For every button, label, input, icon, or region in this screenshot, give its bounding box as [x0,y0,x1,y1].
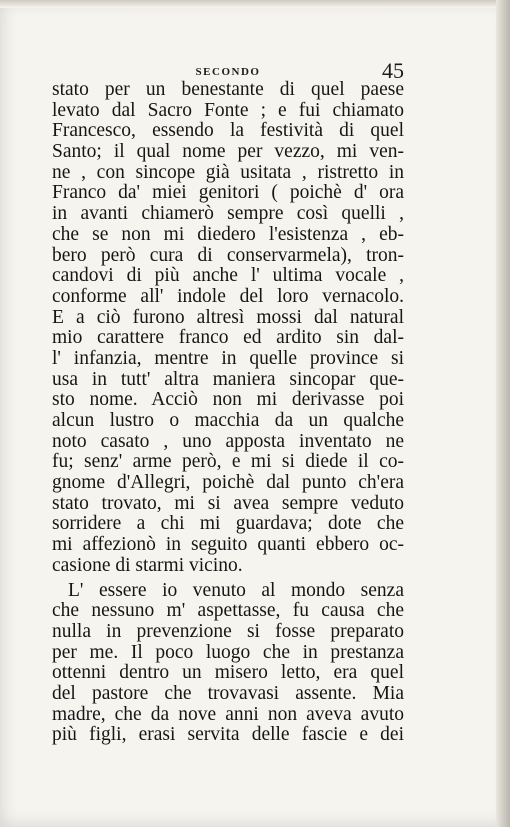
text-line: ottenni dentro un misero letto, era quel [52,662,404,684]
text-line: per me. Il poco luogo che in prestanza [52,641,404,663]
text-line: Francesco, essendo la festività di quel [52,120,404,142]
text-line: fu; senz' arme però, e mi si diede il co- [52,451,404,473]
text-line: levato dal Sacro Fonte ; e fui chiamato [52,99,404,121]
text-line: l' infanzia, mentre in quelle province si [52,347,404,369]
text-line: stato trovato, mi si avea sempre veduto [52,492,404,514]
text-line: conforme all' indole del loro vernacolo. [52,285,404,307]
text-line: candovi di più anche l' ultima vocale , [52,265,404,287]
text-line: stato per un benestante di quel paese [52,79,404,100]
text-line: che nessuno m' aspettasse, fu causa che [52,600,404,622]
text-line: in avanti chiamerò sempre così quelli , [52,203,404,225]
page-edge-shadow [496,0,510,827]
paragraph-1 [52,80,404,577]
text-line: alcun lustro o macchia da un qualche [52,410,404,431]
text-line: E a ciò furono altresì mossi dal natural [52,306,404,328]
running-head: SECONDO [195,66,261,78]
text-line: mio carattere franco ed ardito sin dal- [52,327,404,349]
text-line: nulla in prevenzione si fosse preparato [52,620,404,642]
text-line: noto casato , uno apposta inventato ne [52,430,404,452]
body-text [52,80,404,746]
text-line: L' essere io venuto al mondo senza [68,579,404,601]
page-number: 45 [382,58,404,83]
text-line: più figli, erasi servita delle fascie e dei [52,724,404,746]
text-line: usa in tutt' altra maniera sincopar que- [52,368,404,390]
text-line: mi affezionò in seguito quanti ebbero oc- [52,534,404,556]
text-line: Santo; il qual nome per vezzo, mi ven- [52,141,404,163]
text-line: sto nome. Acciò non mi derivasse poi [52,389,404,411]
text-line: casione di starmi vicino. [52,554,243,576]
text-line: bero però cura di conservarmela), tron- [52,244,404,266]
text-line: sorridere a chi mi guardava; dote che [52,513,404,535]
text-line: gnome d'Allegri, poichè dal punto ch'era [52,472,404,494]
page-top-shadow [0,0,510,8]
text-line: ne , con sincope già usitata , ristretto in [52,161,404,183]
paragraph-2 [52,581,404,747]
text-line: Franco da' miei genitori ( poichè d' ora [52,182,404,204]
text-line: del pastore che trovavasi assente. Mia [52,682,404,704]
text-line: madre, che da nove anni non aveva avuto [52,703,404,725]
text-line: che se non mi diedero l'esistenza , eb- [52,223,404,245]
